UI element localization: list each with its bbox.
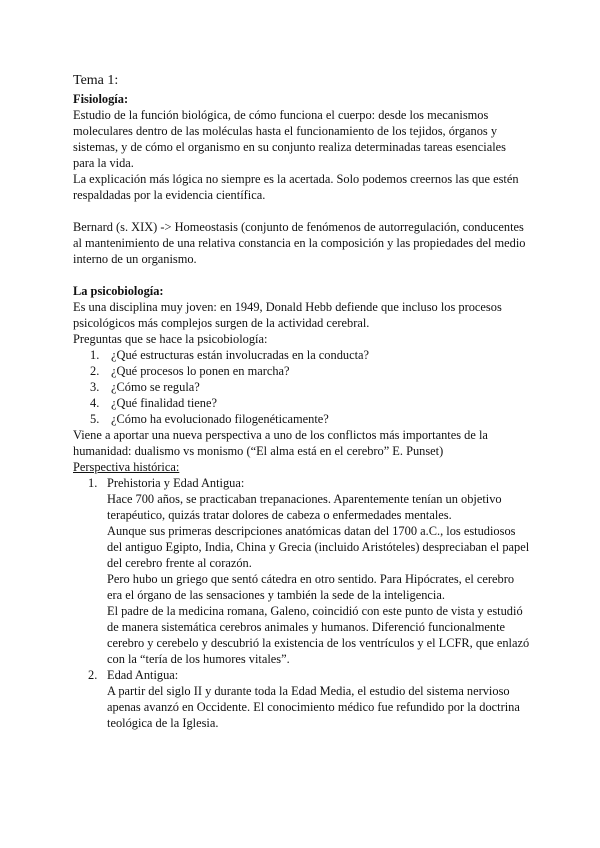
history-paragraph: Pero hubo un griego que sentó cátedra en otro sentido. Para Hipócrates, el cerebro era el órgano de las sensaciones y también la sede de la inteligencia. <box>107 572 515 602</box>
list-number: 3. <box>90 380 100 394</box>
list-item-text: ¿Qué estructuras están involucradas en la conducta? <box>111 348 370 362</box>
history-item-body <box>107 491 530 667</box>
history-item-prehistoria <box>73 475 530 667</box>
list-item <box>73 347 530 363</box>
list-item-text: ¿Cómo se regula? <box>111 380 200 394</box>
bernard-paragraph: Bernard (s. XIX) -> Homeostasis (conjunto de fenómenos de autorregulación, conducentes al mantenimiento de una relativa constancia en la composición y las propiedades del medio interno de un organismo. <box>73 220 526 266</box>
list-number: 1. <box>90 348 100 362</box>
questions-intro: Preguntas que se hace la psicobiología: <box>73 332 268 346</box>
history-paragraph: El padre de la medicina romana, Galeno, coincidió con este punto de vista y estudió de manera sistemática cerebros animales y humanos. Diferenció funcionalmente cerebro y cerebelo y descubrió la existencia de los ventrículos y el LCFR, que enlazó con la “tería de los humores vitales”. <box>107 604 530 666</box>
list-item <box>73 379 530 395</box>
history-paragraph: A partir del siglo II y durante toda la Edad Media, el estudio del sistema nervioso apenas avanzó en Occidente. El conocimiento médico fue refundido por la doctrina teológica de la Iglesia. <box>107 684 520 730</box>
fisiologia-paragraph-2: La explicación más lógica no siempre es la acertada. Solo podemos creernos las que estén respaldadas por la evidencia científica. <box>73 172 519 202</box>
history-paragraph: Hace 700 años, se practicaban trepanaciones. Aparentemente tenían un objetivo terapéutico, quizás tratar dolores de cabeza o enfermedades mentales. <box>107 492 502 522</box>
page-title: Tema 1: <box>73 73 119 88</box>
fisiologia-heading: Fisiología: <box>73 92 129 106</box>
history-item-body <box>107 683 530 731</box>
list-number: 4. <box>90 396 100 410</box>
spacer <box>73 267 530 283</box>
spacer <box>73 203 530 219</box>
list-item <box>73 395 530 411</box>
history-list <box>73 475 530 731</box>
list-item <box>73 411 530 427</box>
list-item <box>73 363 530 379</box>
list-number: 1. <box>88 476 98 490</box>
questions-list <box>73 347 530 427</box>
history-item-title: Prehistoria y Edad Antigua: <box>107 476 245 490</box>
list-number: 2. <box>88 668 98 682</box>
psicobiologia-paragraph-2: Viene a aportar una nueva perspectiva a uno de los conflictos más importantes de la humanidad: dualismo vs monismo (“El alma está en el cerebro” E. Punset) <box>73 428 488 458</box>
list-item-text: ¿Cómo ha evolucionado filogenéticamente? <box>111 412 329 426</box>
fisiologia-paragraph-1: Estudio de la función biológica, de cómo funciona el cuerpo: desde los mecanismos moleculares dentro de las moléculas hasta el funcionamiento de los tejidos, órganos y sistemas, y de cómo el organismo en su conjunto realiza determinadas tareas esenciales para la vida. <box>73 108 506 170</box>
history-item-title: Edad Antigua: <box>107 668 179 682</box>
list-number: 5. <box>90 412 100 426</box>
psicobiologia-heading: La psicobiología: <box>73 284 164 298</box>
history-item-edad-antigua <box>73 667 530 731</box>
psicobiologia-paragraph-1: Es una disciplina muy joven: en 1949, Donald Hebb defiende que incluso los procesos psicológicos más complejos surgen de la actividad cerebral. <box>73 300 502 330</box>
list-item-text: ¿Qué finalidad tiene? <box>111 396 217 410</box>
history-paragraph: Aunque sus primeras descripciones anatómicas datan del 1700 a.C., los estudiosos del antiguo Egipto, India, China y Grecia (incluido Aristóteles) despreciaban el papel del cerebro frente al corazón. <box>107 524 530 570</box>
list-item-text: ¿Qué procesos lo ponen en marcha? <box>111 364 290 378</box>
perspectiva-heading: Perspectiva histórica: <box>73 460 180 474</box>
list-number: 2. <box>90 364 100 378</box>
